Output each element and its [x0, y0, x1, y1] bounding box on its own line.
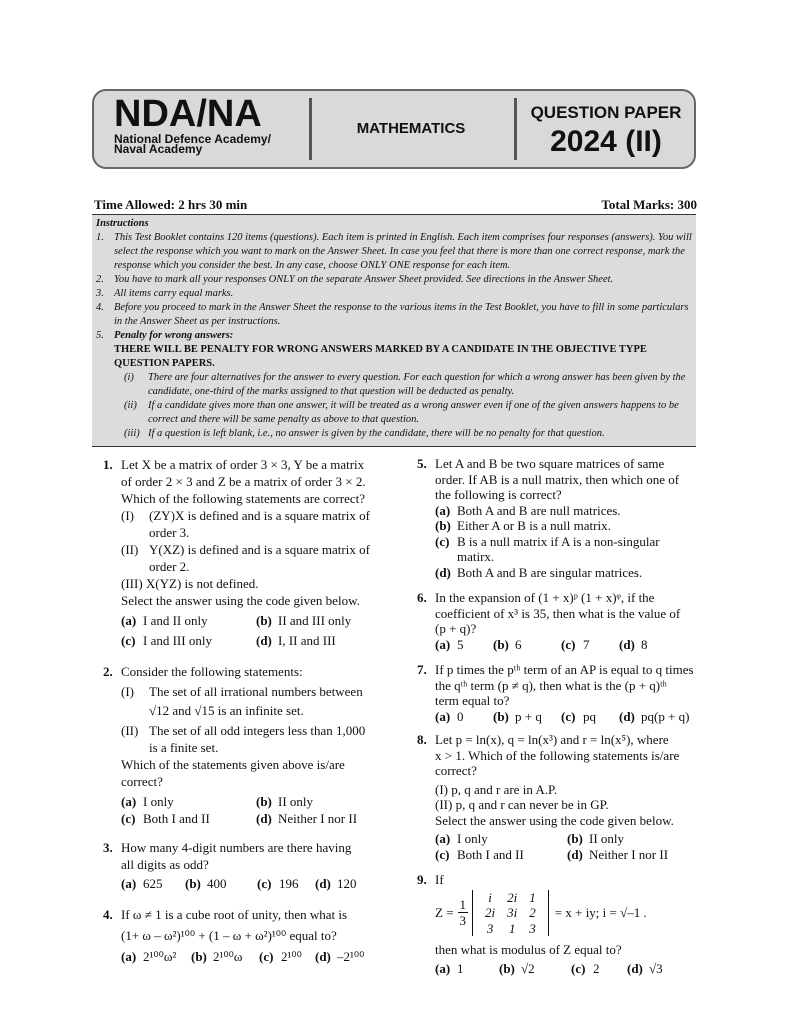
options-row: [121, 793, 393, 810]
option-a[interactable]: (a) 625: [121, 876, 163, 891]
question-text: term equal to?: [435, 693, 510, 708]
option-b[interactable]: (b) II and III only: [256, 613, 352, 628]
question-text: Which of the following statements are correct?: [121, 491, 366, 506]
time-allowed: Time Allowed: 2 hrs 30 min: [94, 197, 248, 212]
determinant-matrix: i 2i 1 2i 3i 2 3 1 3: [472, 890, 549, 937]
question-text: If ω ≠ 1 is a cube root of unity, then what is: [121, 907, 348, 922]
option-a[interactable]: (a) 2¹⁰⁰ω²: [121, 949, 177, 964]
question-number: 7.: [417, 662, 427, 677]
options-row: [435, 637, 699, 653]
question-text: How many 4-digit numbers are there having: [121, 840, 352, 855]
option-a[interactable]: (a) 0: [435, 708, 464, 724]
question-5: [417, 456, 699, 580]
option-b[interactable]: (b) 2¹⁰⁰ω: [191, 949, 243, 964]
option-d[interactable]: (d) Neither I nor II: [567, 846, 669, 862]
option-c[interactable]: (c) pq: [561, 708, 596, 724]
option-b[interactable]: (b) 400: [185, 876, 227, 891]
statement: (I) p, q and r are in A.P.: [435, 781, 558, 797]
question-number: 8.: [417, 732, 427, 747]
paper-header: [92, 89, 696, 169]
question-2: [103, 663, 393, 827]
option-a[interactable]: (a) 1: [435, 960, 464, 976]
question-text: x > 1. Which of the following statements is/are: [435, 747, 680, 763]
option-c[interactable]: (c) Both I and II: [435, 846, 524, 862]
option-a[interactable]: (a) 5: [435, 636, 464, 652]
brand-subtitle-2: Naval Academy: [114, 142, 203, 156]
option-d[interactable]: (d) √3: [627, 960, 663, 976]
brand-block: [114, 91, 324, 156]
code-instruction: Select the answer using the code given below.: [121, 593, 360, 608]
options-row: [435, 709, 699, 725]
option-b[interactable]: (b) II only: [256, 794, 314, 809]
option-c[interactable]: (c) 196: [257, 876, 299, 891]
fraction: $\frac{1}{3}$: [459, 896, 467, 929]
penalty-rule: (iii) If a question is left blank, i.e., no answer is given by the candidate, there will be no penalty for that question.: [124, 428, 605, 439]
instruction-item: 4. Before you proceed to mark in the Answer Sheet the response to the various items in the Test Booklet, you have to fill in some particulars in the Answer Sheet as per instructions.: [96, 302, 689, 327]
option-a[interactable]: (a) I only: [435, 831, 488, 846]
option-d[interactable]: (d) –2¹⁰⁰: [315, 949, 365, 964]
question-text: (1+ ω – ω²)¹⁰⁰ + (1 – ω + ω²)¹⁰⁰ equal to?: [121, 928, 337, 943]
options-row: [121, 875, 393, 892]
option-c[interactable]: (c) Both I and II: [121, 811, 210, 826]
question-1: [103, 456, 393, 649]
option-c[interactable]: (c) 2¹⁰⁰: [259, 949, 302, 964]
question-8: [417, 732, 699, 862]
instructions-box: [92, 214, 696, 447]
statement-cont: √12 and √15 is an infinite set.: [149, 703, 304, 718]
instruction-item: 3. All items carry equal marks.: [96, 288, 234, 299]
options-row: [435, 961, 699, 977]
option-a[interactable]: (a) I only: [121, 794, 174, 809]
question-text: correct?: [435, 763, 477, 778]
statement: (III) X(YZ) is not defined.: [121, 576, 259, 591]
option-d[interactable]: (d) 120: [315, 876, 357, 891]
code-instruction: Select the answer using the code given below.: [435, 812, 674, 828]
brand-title: NDA/NA: [114, 93, 262, 135]
question-number: 6.: [417, 590, 427, 605]
option-b[interactable]: (b) II only: [567, 831, 625, 846]
question-text: In the expansion of (1 + x)ᵖ (1 + x)ᵠ, if the: [435, 590, 655, 605]
instructions-title: Instructions: [96, 218, 149, 229]
penalty-rule: (i) There are four alternatives for the answer to every question. For each question for which a wrong answer has been given by the candidate, one-third of the marks assigned to that question will be deducted as penalty.: [124, 372, 686, 397]
option-c[interactable]: (c) B is a null matrix if A is a non-singular matirx.: [435, 533, 660, 564]
option-c[interactable]: (c) 2: [571, 960, 600, 976]
question-text: If: [435, 872, 444, 887]
statement-cont: order 2.: [149, 559, 190, 574]
penalty-heading: THERE WILL BE PENALTY FOR WRONG ANSWERS MARKED BY A CANDIDATE IN THE OBJECTIVE TYPE QUESTION PAPERS.: [114, 344, 647, 369]
statement: (II) p, q and r can never be in GP.: [435, 797, 609, 812]
options-row: [121, 612, 393, 629]
question-text: all digits as odd?: [121, 857, 209, 872]
question-text: of order 2 × 3 and Z be a matrix of order 3 × 2.: [121, 474, 366, 489]
question-7: [417, 662, 699, 724]
instruction-item: 5. Penalty for wrong answers:: [96, 330, 234, 341]
question-text: order. If AB is a null matrix, then which one of: [435, 471, 680, 487]
question-text: the following is correct?: [435, 487, 562, 502]
question-text: coefficient of x³ is 35, then what is the value of: [435, 605, 681, 621]
option-d[interactable]: (d) Neither I nor II: [256, 811, 358, 826]
question-3: [103, 839, 393, 892]
question-number: 1.: [103, 457, 113, 472]
option-d[interactable]: (d) I, II and III: [256, 633, 336, 648]
question-number: 2.: [103, 664, 113, 679]
option-b[interactable]: (b) √2: [499, 960, 535, 976]
question-number: 4.: [103, 907, 113, 922]
instruction-item: 2. You have to mark all your responses ONLY on the separate Answer Sheet provided. See directions in the Answer Sheet.: [96, 274, 614, 285]
statement: (I) The set of all irrational numbers between: [121, 684, 363, 699]
instruction-item: 1. This Test Booklet contains 120 items (questions). Each item is printed in English. Each item comprises four responses (answers). You will select the response which you want to mark on the Answer Sheet. In case you feel that there is more than one correct response, mark the response which you consider the best. In any case, choose ONLY ONE response for each item.: [96, 232, 692, 271]
options-row: [121, 810, 393, 827]
determinant-equation: [435, 890, 699, 937]
question-number: 3.: [103, 840, 113, 855]
z-label: Z =: [435, 905, 454, 920]
options-row: [121, 948, 393, 965]
statement-cont: order 3.: [149, 525, 190, 540]
paper-label-block: [514, 103, 698, 159]
statement: (II) Y(XZ) is defined and is a square matrix of: [121, 542, 370, 557]
option-d[interactable]: (d) Both A and B are singular matrices.: [435, 564, 643, 580]
right-column: [417, 456, 699, 976]
question-number: 9.: [417, 872, 427, 887]
option-c[interactable]: (c) 7: [561, 636, 590, 652]
question-number: 5.: [417, 456, 427, 471]
option-b[interactable]: (b) 6: [493, 636, 522, 652]
question-text: the qᵗʰ term (p ≠ q), then what is the (p + q)ᵗʰ: [435, 677, 667, 693]
option-a[interactable]: (a) Both A and B are null matrices.: [435, 502, 621, 518]
equation-rhs: = x + iy; i = √–1 .: [554, 905, 647, 920]
question-6: [417, 590, 699, 652]
statement: (II) The set of all odd integers less than 1,000: [121, 723, 366, 738]
options-row: [435, 831, 699, 847]
options-row: [435, 847, 699, 863]
brand-subtitle-1: National Defence Academy/: [114, 132, 271, 146]
question-text: (p + q)?: [435, 621, 477, 636]
paper-label: QUESTION PAPER: [530, 103, 682, 122]
total-marks: Total Marks: 300: [601, 197, 697, 212]
option-d[interactable]: (d) 8: [619, 636, 648, 652]
penalty-rule: (ii) If a candidate gives more than one answer, it will be treated as a wrong answer even if one of the given answers happens to be correct and there will be same penalty as above to that question.: [124, 400, 679, 425]
question-text: If p times the pᵗʰ term of an AP is equal to q times: [435, 662, 694, 677]
option-b[interactable]: (b) Either A or B is a null matrix.: [435, 518, 611, 533]
statement-cont: is a finite set.: [149, 740, 219, 755]
subject-title: MATHEMATICS: [356, 120, 466, 137]
question-text: Let A and B be two square matrices of same: [435, 456, 665, 471]
statement: (I) (ZY)X is defined and is a square matrix of: [121, 508, 370, 523]
option-c[interactable]: (c) I and III only: [121, 633, 212, 648]
option-a[interactable]: (a) I and II only: [121, 613, 208, 628]
question-text: then what is modulus of Z equal to?: [435, 942, 622, 957]
question-4: [103, 906, 393, 965]
option-b[interactable]: (b) p + q: [493, 708, 542, 724]
question-text: Which of the statements given above is/are: [121, 757, 345, 772]
question-9: [417, 872, 699, 976]
paper-year: 2024 (II): [550, 125, 662, 158]
question-text: Let X be a matrix of order 3 × 3, Y be a matrix: [121, 457, 365, 472]
left-column: [103, 456, 393, 965]
question-text: Let p = ln(x), q = ln(x³) and r = ln(x⁵), where: [435, 732, 669, 747]
option-d[interactable]: (d) pq(p + q): [619, 708, 690, 724]
question-text: Consider the following statements:: [121, 664, 303, 679]
options-row: [121, 632, 393, 649]
question-text: correct?: [121, 774, 163, 789]
